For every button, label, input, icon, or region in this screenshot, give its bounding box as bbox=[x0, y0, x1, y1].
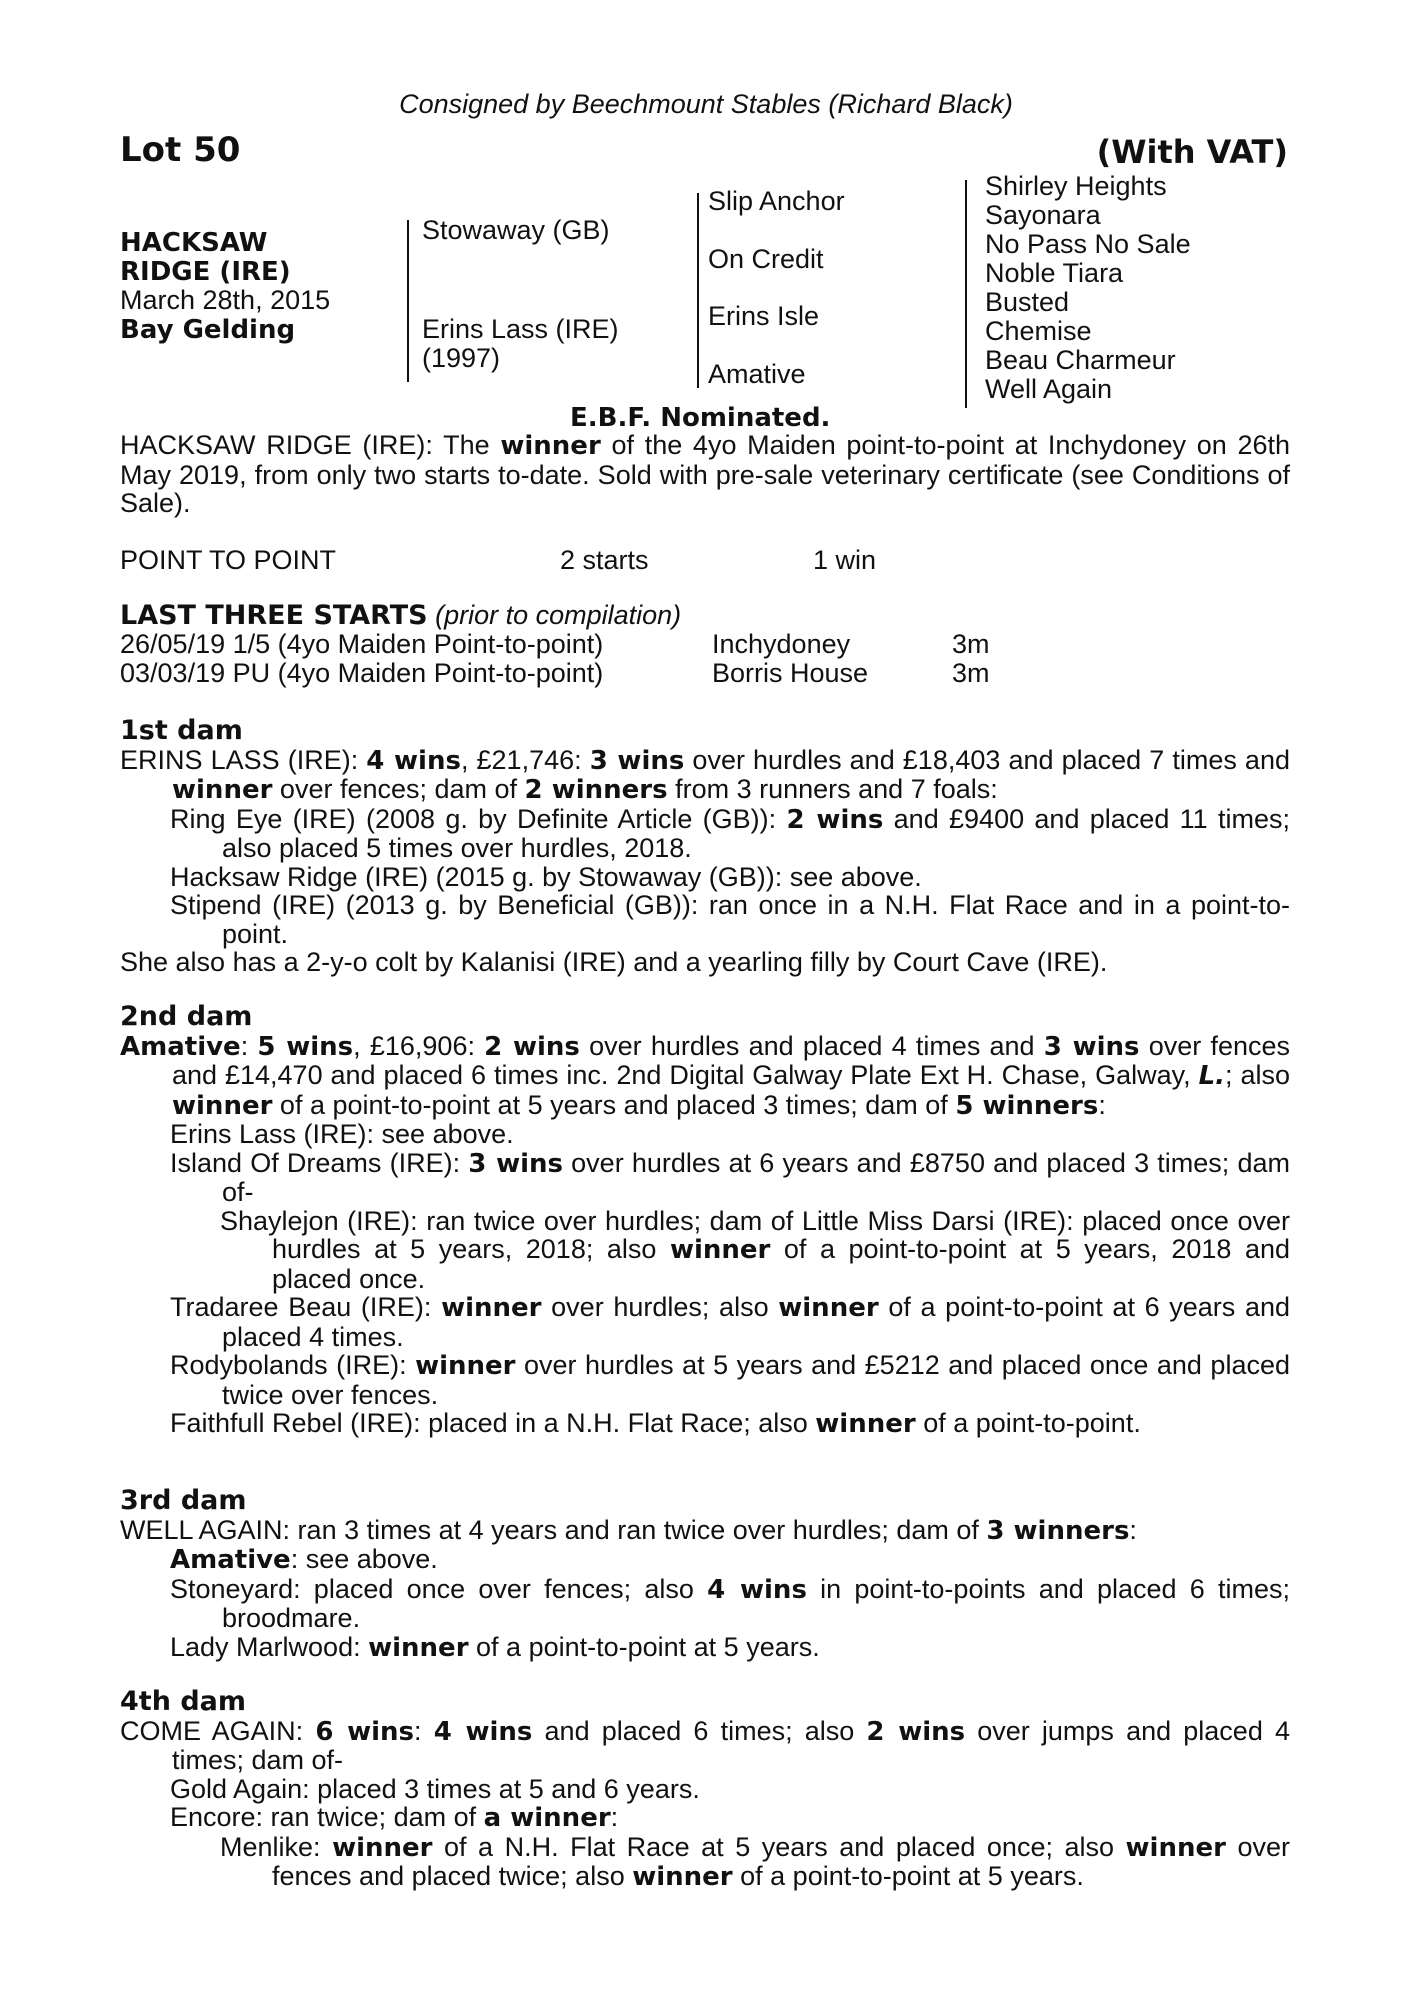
pedigree-g3-2: Sayonara bbox=[985, 200, 1101, 230]
horse-sex-colour: Bay Gelding bbox=[120, 315, 296, 345]
dam-paragraph: ERINS LASS (IRE): 4 wins, £21,746: 3 wins over hurdles and £18,403 and placed 7 times and winner over fences; dam of 2 winners from 3 runners and 7 foals: bbox=[120, 744, 1290, 805]
dam-paragraph: COME AGAIN: 6 wins: 4 wins and placed 6 times; also 2 wins over jumps and placed 4 times; dam of- bbox=[120, 1715, 1290, 1775]
pedigree-divider-2 bbox=[697, 193, 699, 388]
race-summary: HACKSAW RIDGE (IRE): The winner of the 4yo Maiden point-to-point at Inchydoney on 26th May 2019, from only two starts to-date. Sold with pre-sale veterinary certificate (see Conditions of Sale). bbox=[120, 430, 1291, 518]
pedigree-sire-sire: Slip Anchor bbox=[708, 186, 845, 216]
pedigree-g3-5: Busted bbox=[985, 287, 1070, 317]
record-starts: 2 starts bbox=[560, 545, 649, 575]
pedigree-g3-4: Noble Tiara bbox=[985, 258, 1124, 288]
progeny-entry: Tradaree Beau (IRE): winner over hurdles; also winner of a point-to-point at 6 years and placed 4 times. bbox=[170, 1292, 1291, 1352]
first-dam-section bbox=[120, 717, 1290, 977]
pedigree-sire: Stowaway (GB) bbox=[422, 215, 610, 245]
progeny-entry: Rodybolands (IRE): winner over hurdles at 5 years and £5212 and placed once and placed twice over fences. bbox=[170, 1350, 1290, 1410]
last-starts-heading: LAST THREE STARTS (prior to compilation) bbox=[120, 600, 682, 631]
section-heading: 1st dam bbox=[120, 715, 243, 746]
pedigree-dam: Erins Lass (IRE) bbox=[422, 314, 619, 344]
horse-name-line1: HACKSAW bbox=[120, 228, 268, 258]
pedigree-g3-1: Shirley Heights bbox=[985, 171, 1167, 201]
pedigree-dam-dam: Amative bbox=[708, 359, 806, 389]
start-row-2-course: Borris House bbox=[712, 658, 869, 688]
start-row-1-desc: 26/05/19 1/5 (4yo Maiden Point-to-point) bbox=[120, 629, 604, 659]
pedigree-sire-dam: On Credit bbox=[708, 244, 824, 274]
progeny-entry: Faithfull Rebel (IRE): placed in a N.H. Flat Race; also winner of a point-to-point. bbox=[170, 1408, 1141, 1439]
start-row-1-course: Inchydoney bbox=[712, 629, 851, 659]
progeny-entry: Menlike: winner of a N.H. Flat Race at 5 years and placed once; also winner over fences and placed twice; also winner of a point-to-point at 5 years. bbox=[220, 1831, 1290, 1892]
progeny-entry: Lady Marlwood: winner of a point-to-point at 5 years. bbox=[170, 1631, 820, 1663]
consignor-line: Consigned by Beechmount Stables (Richard Black) bbox=[399, 89, 1013, 119]
pedigree-g3-3: No Pass No Sale bbox=[985, 229, 1191, 259]
second-dam-section bbox=[120, 1003, 1290, 1439]
dam-paragraph: WELL AGAIN: ran 3 times at 4 years and ran twice over hurdles; dam of 3 winners: bbox=[120, 1514, 1137, 1546]
start-row-2-desc: 03/03/19 PU (4yo Maiden Point-to-point) bbox=[120, 658, 604, 688]
progeny-entry: Hacksaw Ridge (IRE) (2015 g. by Stowaway (GB)): see above. bbox=[170, 861, 922, 892]
horse-name-line2: RIDGE (IRE) bbox=[120, 257, 291, 287]
pedigree-g3-6: Chemise bbox=[985, 316, 1092, 346]
pedigree-g3-8: Well Again bbox=[985, 374, 1113, 404]
pedigree-divider-1 bbox=[407, 220, 409, 382]
third-dam-section bbox=[120, 1487, 1290, 1662]
progeny-entry: Shaylejon (IRE): ran twice over hurdles; dam of Little Miss Darsi (IRE): placed once over hurdles at 5 years, 2018; also winner of a point-to-point at 5 years, 2018 and placed once. bbox=[220, 1205, 1290, 1294]
progeny-entry: Encore: ran twice; dam of a winner: bbox=[170, 1802, 619, 1833]
progeny-entry: Gold Again: placed 3 times at 5 and 6 years. bbox=[170, 1773, 700, 1804]
section-heading: 3rd dam bbox=[120, 1485, 247, 1516]
record-wins: 1 win bbox=[813, 545, 877, 575]
section-heading: 4th dam bbox=[120, 1686, 246, 1717]
start-row-2-distance: 3m bbox=[952, 658, 990, 688]
pedigree-divider-3 bbox=[965, 180, 967, 408]
start-row-1-distance: 3m bbox=[952, 629, 990, 659]
section-heading: 2nd dam bbox=[120, 1001, 253, 1032]
ebf-nominated: E.B.F. Nominated. bbox=[570, 403, 831, 433]
pedigree-dam-year: (1997) bbox=[422, 343, 501, 373]
progeny-entry: Stoneyard: placed once over fences; also 4 wins in point-to-points and placed 6 times; broodmare. bbox=[170, 1573, 1290, 1633]
dam-paragraph: Amative: 5 wins, £16,906: 2 wins over hurdles and placed 4 times and 3 wins over fences and £14,470 and placed 6 times inc. 2nd Digital Galway Plate Ext H. Chase, Galway, L.; also winner of a point-to-point at 5 years and placed 3 times; dam of 5 winners: bbox=[120, 1030, 1290, 1121]
progeny-note: She also has a 2-y-o colt by Kalanisi (IRE) and a yearling filly by Court Cave (IRE). bbox=[120, 947, 1108, 977]
lot-number: Lot 50 bbox=[120, 130, 241, 170]
record-label: POINT TO POINT bbox=[120, 545, 337, 575]
progeny-entry: Stipend (IRE) (2013 g. by Beneficial (GB)): ran once in a N.H. Flat Race and in a point-to-point. bbox=[170, 890, 1290, 949]
progeny-entry: Amative: see above. bbox=[170, 1544, 438, 1575]
progeny-entry: Island Of Dreams (IRE): 3 wins over hurdles at 6 years and £8750 and placed 3 times; dam of- bbox=[170, 1147, 1290, 1207]
fourth-dam-section bbox=[120, 1688, 1290, 1892]
pedigree-g3-7: Beau Charmeur bbox=[985, 345, 1176, 375]
progeny-entry: Ring Eye (IRE) (2008 g. by Definite Article (GB)): 2 wins and £9400 and placed 11 times; also placed 5 times over hurdles, 2018. bbox=[170, 803, 1290, 863]
progeny-entry: Erins Lass (IRE): see above. bbox=[170, 1119, 514, 1149]
foaling-date: March 28th, 2015 bbox=[120, 285, 331, 315]
pedigree-dam-sire: Erins Isle bbox=[708, 301, 820, 331]
vat-label: (With VAT) bbox=[1096, 133, 1288, 171]
